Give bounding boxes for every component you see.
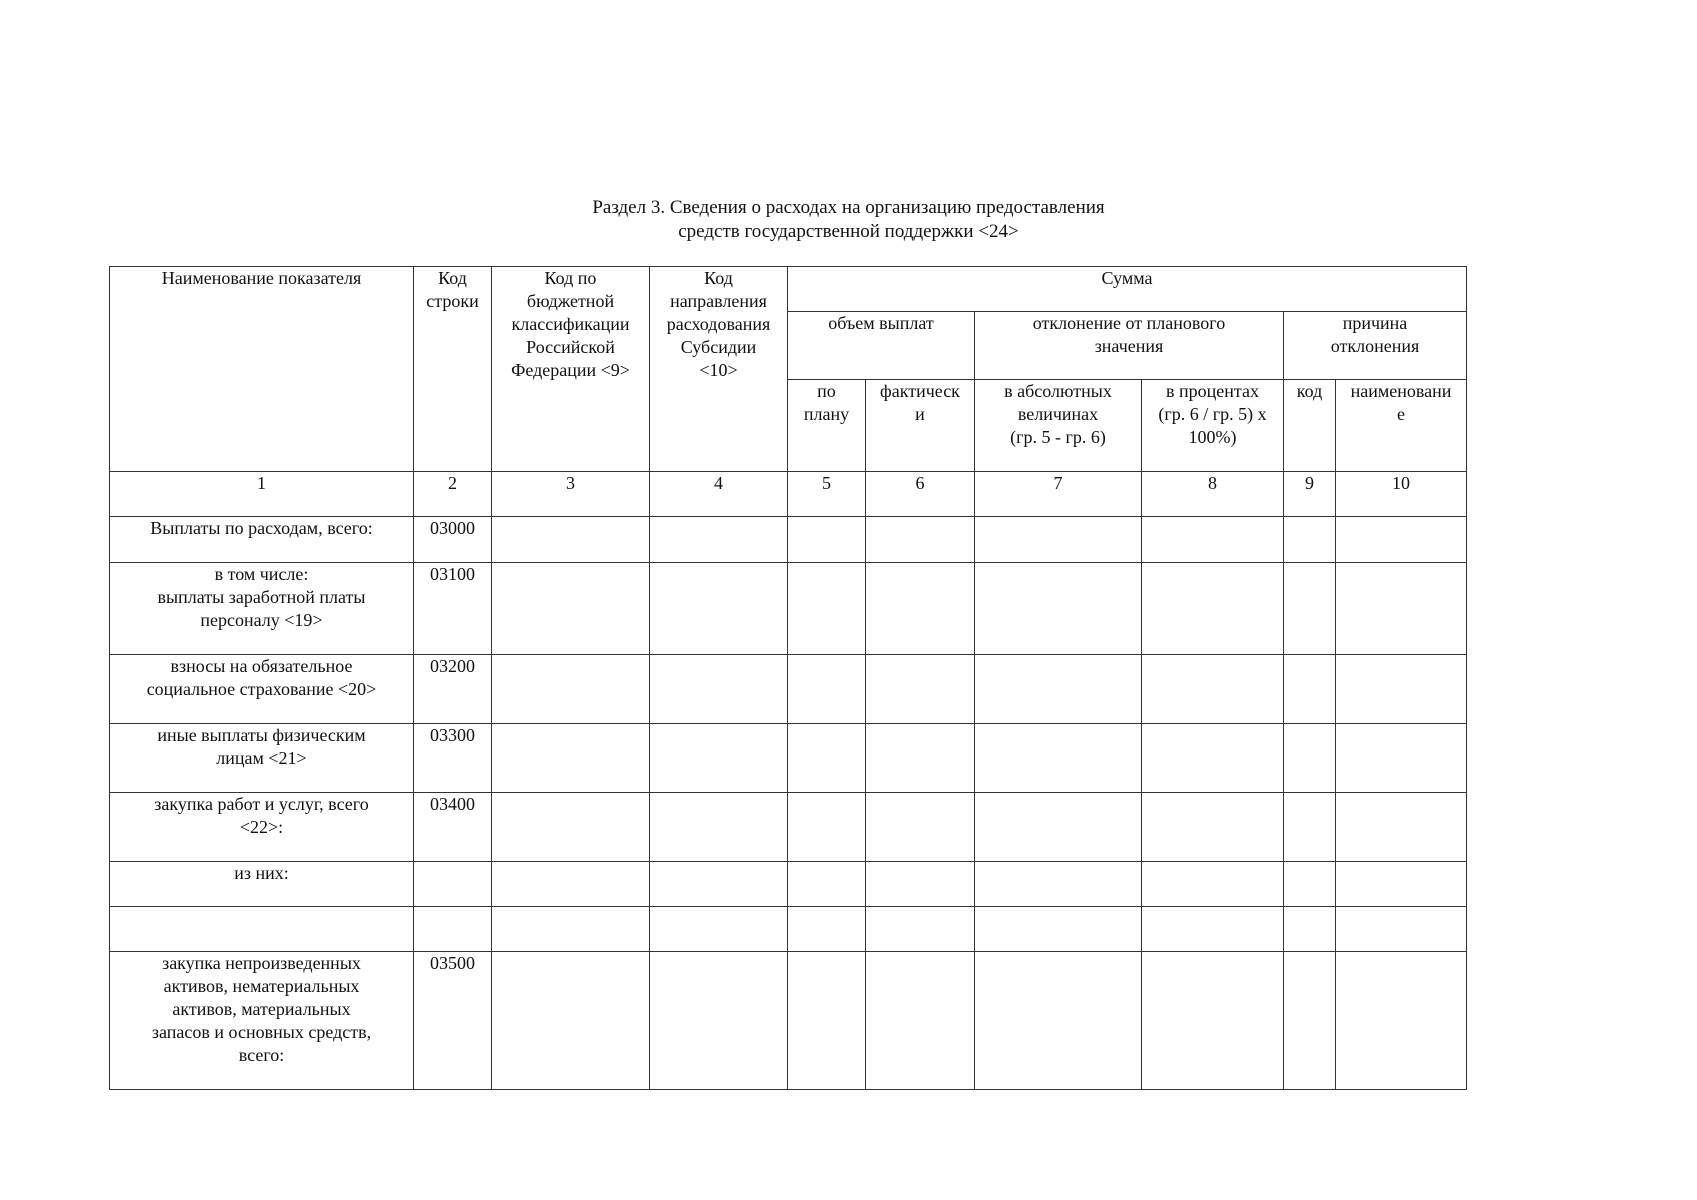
- header-deviation-from-plan: отклонение от планового значения: [975, 312, 1284, 380]
- cell-reason-name[interactable]: [1336, 793, 1467, 862]
- cell-actual[interactable]: [866, 793, 975, 862]
- cell-budget-code[interactable]: [492, 862, 650, 907]
- table-row: [110, 563, 1467, 655]
- cell-reason-name[interactable]: [1336, 563, 1467, 655]
- row-name: закупка работ и услуг, всего <22>:: [110, 793, 414, 862]
- cell-planned[interactable]: [788, 563, 866, 655]
- column-number: 8: [1142, 472, 1284, 517]
- cell-planned[interactable]: [788, 724, 866, 793]
- cell-direction-code[interactable]: [650, 793, 788, 862]
- cell-reason-code[interactable]: [1284, 862, 1336, 907]
- column-number: 6: [866, 472, 975, 517]
- header-payments-volume: объем выплат: [788, 312, 975, 380]
- cell-percent-deviation[interactable]: [1142, 724, 1284, 793]
- cell-percent-deviation[interactable]: [1142, 952, 1284, 1090]
- table-row: [110, 517, 1467, 563]
- cell-direction-code[interactable]: [650, 862, 788, 907]
- section-title-line-1: Раздел 3. Сведения о расходах на организацию предоставления: [592, 197, 1105, 218]
- cell-reason-code[interactable]: [1284, 517, 1336, 563]
- row-code: 03100: [414, 563, 492, 655]
- row-name: закупка непроизведенных активов, нематериальных активов, материальных запасов и основных средств, всего:: [110, 952, 414, 1090]
- header-absolute-deviation: в абсолютных величинах (гр. 5 - гр. 6): [975, 380, 1142, 472]
- section-title: [0, 196, 1697, 244]
- header-percent-deviation: в процентах (гр. 6 / гр. 5) x 100%): [1142, 380, 1284, 472]
- cell-reason-code[interactable]: [1284, 907, 1336, 952]
- row-name: взносы на обязательное социальное страхование <20>: [110, 655, 414, 724]
- cell-reason-code[interactable]: [1284, 952, 1336, 1090]
- cell-planned[interactable]: [788, 655, 866, 724]
- header-indicator-name: Наименование показателя: [110, 267, 414, 472]
- cell-percent-deviation[interactable]: [1142, 862, 1284, 907]
- cell-reason-name[interactable]: [1336, 862, 1467, 907]
- cell-budget-code[interactable]: [492, 907, 650, 952]
- header-subsidy-direction-code: Код направления расходования Субсидии <10>: [650, 267, 788, 472]
- cell-budget-code[interactable]: [492, 563, 650, 655]
- row-name: в том числе: выплаты заработной платы персоналу <19>: [110, 563, 414, 655]
- cell-actual[interactable]: [866, 907, 975, 952]
- cell-absolute-deviation[interactable]: [975, 655, 1142, 724]
- table-row: [110, 724, 1467, 793]
- table-row: [110, 907, 1467, 952]
- row-name: из них:: [110, 862, 414, 907]
- row-code: 03200: [414, 655, 492, 724]
- cell-direction-code[interactable]: [650, 724, 788, 793]
- header-reason-code: код: [1284, 380, 1336, 472]
- cell-direction-code[interactable]: [650, 952, 788, 1090]
- cell-absolute-deviation[interactable]: [975, 517, 1142, 563]
- cell-absolute-deviation[interactable]: [975, 724, 1142, 793]
- cell-planned[interactable]: [788, 517, 866, 563]
- cell-absolute-deviation[interactable]: [975, 862, 1142, 907]
- cell-percent-deviation[interactable]: [1142, 793, 1284, 862]
- column-number: 4: [650, 472, 788, 517]
- cell-percent-deviation[interactable]: [1142, 907, 1284, 952]
- table-row: [110, 952, 1467, 1090]
- section-title-line-2: средств государственной поддержки <24>: [678, 221, 1019, 242]
- row-code[interactable]: [414, 907, 492, 952]
- cell-actual[interactable]: [866, 724, 975, 793]
- row-code: 03300: [414, 724, 492, 793]
- row-code: 03500: [414, 952, 492, 1090]
- cell-reason-name[interactable]: [1336, 907, 1467, 952]
- cell-absolute-deviation[interactable]: [975, 563, 1142, 655]
- column-number: 7: [975, 472, 1142, 517]
- column-number: 5: [788, 472, 866, 517]
- cell-budget-code[interactable]: [492, 952, 650, 1090]
- column-number: 1: [110, 472, 414, 517]
- cell-planned[interactable]: [788, 793, 866, 862]
- cell-direction-code[interactable]: [650, 655, 788, 724]
- expenses-table: [109, 266, 1467, 1090]
- cell-absolute-deviation[interactable]: [975, 907, 1142, 952]
- cell-actual[interactable]: [866, 655, 975, 724]
- cell-actual[interactable]: [866, 862, 975, 907]
- cell-reason-code[interactable]: [1284, 724, 1336, 793]
- cell-planned[interactable]: [788, 862, 866, 907]
- cell-percent-deviation[interactable]: [1142, 563, 1284, 655]
- row-name: иные выплаты физическим лицам <21>: [110, 724, 414, 793]
- table-row: [110, 862, 1467, 907]
- cell-percent-deviation[interactable]: [1142, 517, 1284, 563]
- header-budget-classification-code: Код по бюджетной классификации Российской Федерации <9>: [492, 267, 650, 472]
- table-row: [110, 793, 1467, 862]
- cell-budget-code[interactable]: [492, 724, 650, 793]
- header-row-code: Код строки: [414, 267, 492, 472]
- cell-reason-name[interactable]: [1336, 655, 1467, 724]
- cell-budget-code[interactable]: [492, 517, 650, 563]
- cell-budget-code[interactable]: [492, 655, 650, 724]
- cell-direction-code[interactable]: [650, 907, 788, 952]
- cell-reason-code[interactable]: [1284, 793, 1336, 862]
- row-code: [414, 862, 492, 907]
- cell-actual[interactable]: [866, 952, 975, 1090]
- column-number: 10: [1336, 472, 1467, 517]
- cell-reason-name[interactable]: [1336, 952, 1467, 1090]
- cell-actual[interactable]: [866, 517, 975, 563]
- cell-planned[interactable]: [788, 952, 866, 1090]
- header-planned: по плану: [788, 380, 866, 472]
- header-actual: фактическ и: [866, 380, 975, 472]
- table-row: [110, 655, 1467, 724]
- header-sum: Сумма: [788, 267, 1467, 312]
- column-number: 2: [414, 472, 492, 517]
- cell-absolute-deviation[interactable]: [975, 952, 1142, 1090]
- cell-actual[interactable]: [866, 563, 975, 655]
- cell-reason-name[interactable]: [1336, 724, 1467, 793]
- row-name: Выплаты по расходам, всего:: [110, 517, 414, 563]
- row-code: 03000: [414, 517, 492, 563]
- row-code: 03400: [414, 793, 492, 862]
- header-deviation-reason: причина отклонения: [1284, 312, 1467, 380]
- header-reason-name: наименовани е: [1336, 380, 1467, 472]
- cell-direction-code[interactable]: [650, 517, 788, 563]
- column-number: 3: [492, 472, 650, 517]
- row-name[interactable]: [110, 907, 414, 952]
- cell-budget-code[interactable]: [492, 793, 650, 862]
- column-numbers-row: [110, 472, 1467, 517]
- cell-reason-code[interactable]: [1284, 563, 1336, 655]
- cell-reason-name[interactable]: [1336, 517, 1467, 563]
- cell-absolute-deviation[interactable]: [975, 793, 1142, 862]
- cell-direction-code[interactable]: [650, 563, 788, 655]
- cell-reason-code[interactable]: [1284, 655, 1336, 724]
- column-number: 9: [1284, 472, 1336, 517]
- cell-planned[interactable]: [788, 907, 866, 952]
- cell-percent-deviation[interactable]: [1142, 655, 1284, 724]
